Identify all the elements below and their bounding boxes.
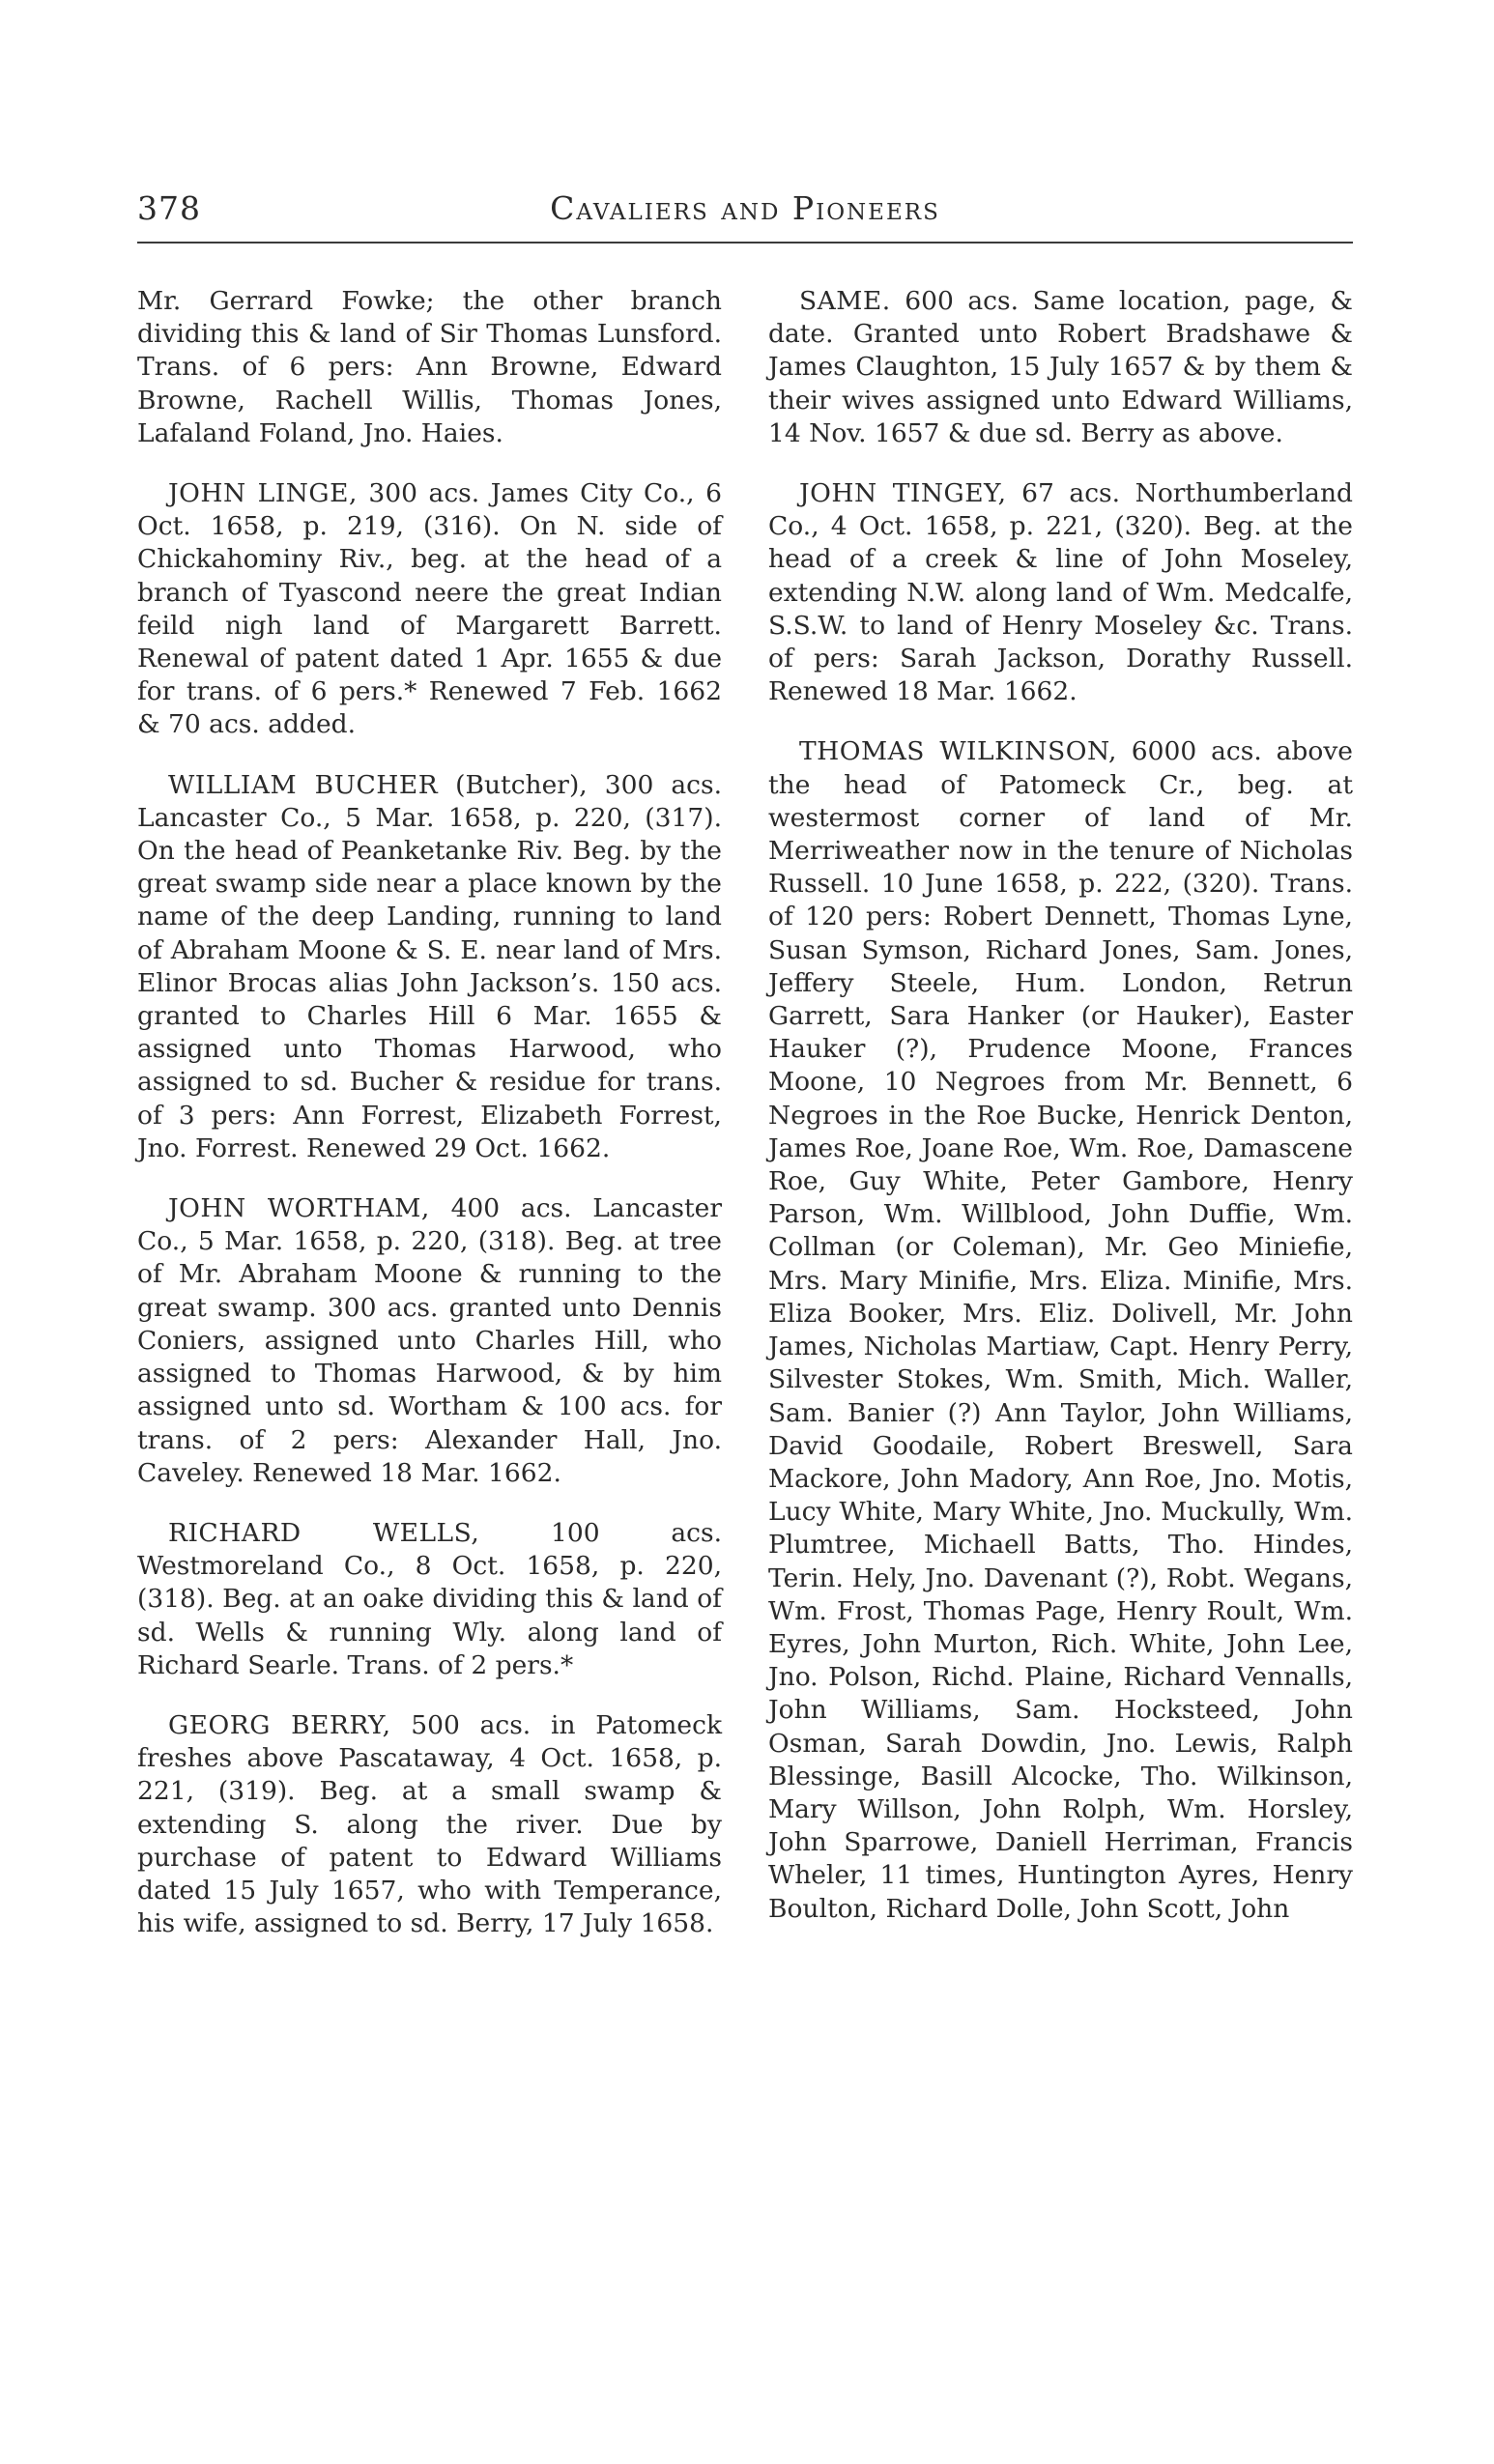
entry-john-wortham <box>137 1192 722 1490</box>
entry-john-linge <box>137 477 722 742</box>
running-title: Cavaliers and Pioneers <box>550 189 940 227</box>
entry-text: (Butcher), 300 acs. Lancaster Co., 5 Mar. 1658, p. 220, (317). On the head of Peanketanke Riv. Beg. by the great swamp side near a place known by the name of the deep Landing, running to land of Abraham Moone & S. E. near land of Mrs. Elinor Brocas alias John Jackson’s. 150 acs. granted to Charles Hill 6 Mar. 1655 & assigned unto Thomas Harwood, who assigned to sd. Bucher & residue for trans. of 3 pers: Ann Forrest, Elizabeth Forrest, Jno. Forrest. Renewed 29 Oct. 1662. <box>137 769 722 1163</box>
entry-text: 100 acs. Westmoreland Co., 8 Oct. 1658, p. 220, (318). Beg. at an oake dividing this & land of sd. Wells & running Wly. along land of Richard Searle. Trans. of 2 pers.* <box>137 1517 723 1680</box>
entry-name: WILLIAM BUCHER <box>168 769 439 800</box>
entry-text: 500 acs. in Patomeck freshes above Pascataway, 4 Oct. 1658, p. 221, (319). Beg. at a small swamp & extending S. along the river. Due by purchase of patent to Edward Williams dated 15 July 1657, who with Temperance, his wife, assigned to sd. Berry, 17 July 1658. <box>137 1709 722 1939</box>
entry-thomas-wilkinson <box>768 735 1353 1925</box>
entry-name: JOHN LINGE, <box>168 478 358 509</box>
entry-text: 6000 acs. above the head of Patomeck Cr., beg. at westermost corner of land of Mr. Merriweather now in the tenure of Nicholas Russell. 10 June 1658, p. 222, (320). Trans. of 120 pers: Robert Dennett, Thomas Lyne, Susan Symson, Richard Jones, Sam. Jones, Jeffery Steele, Hum. London, Retrun Garrett, Sara Hanker (or Hauker), Easter Hauker (?), Prudence Moone, Frances Moone, 10 Negroes from Mr. Bennett, 6 Negroes in the Roe Bucke, Henrick Denton, James Roe, Joane Roe, Wm. Roe, Damascene Roe, Guy White, Peter Gambore, Henry Parson, Wm. Willblood, John Duffie, Wm. Collman (or Coleman), Mr. Geo Miniefie, Mrs. Mary Minifie, Mrs. Eliza. Minifie, Mrs. Eliza Booker, Mrs. Eliz. Dolivell, Mr. John James, Nicholas Martiaw, Capt. Henry Perry, Silvester Stokes, Wm. Smith, Mich. Waller, Sam. Banier (?) Ann Taylor, John Williams, David Goodaile, Robert Breswell, Sara Mackore, John Madory, Ann Roe, Jno. Motis, Lucy White, Mary White, Jno. Muckully, Wm. Plumtree, Michaell Batts, Tho. Hindes, Terin. Hely, Jno. Davenant (?), Robt. Wegans, Wm. Frost, Thomas Page, Henry Roult, Wm. Eyres, John Murton, Rich. White, John Lee, Jno. Polson, Richd. Plaine, Richard Vennalls, John Williams, Sam. Hocksteed, John Osman, Sarah Dowdin, Jno. Lewis, Ralph Blessinge, Basill Alcocke, Tho. Wilkinson, Mary Willson, John Rolph, Wm. Horsley, John Sparrowe, Daniell Herriman, Francis Wheler, 11 times, Huntington Ayres, Henry Boulton, Richard Dolle, John Scott, John <box>768 736 1353 1924</box>
entry-john-tingey <box>768 477 1353 708</box>
entry-text: 400 acs. Lancaster Co., 5 Mar. 1658, p. 220, (318). Beg. at tree of Mr. Abraham Moone & running to the great swamp. 300 acs. granted unto Dennis Coniers, assigned unto Charles Hill, who assigned to Thomas Harwood, & by him assigned unto sd. Wortham & 100 acs. for trans. of 2 pers: Alexander Hall, Jno. Caveley. Renewed 18 Mar. 1662. <box>137 1193 723 1488</box>
entry-continued <box>137 285 722 450</box>
entry-name: RICHARD WELLS, <box>168 1517 480 1548</box>
entry-text: 300 acs. James City Co., 6 Oct. 1658, p. 219, (316). On N. side of Chickahominy Riv., beg. at the head of a branch of Tyascond neere the great Indian feild nigh land of Margarett Barrett. Renewal of patent dated 1 Apr. 1655 & due for trans. of 6 pers.* Renewed 7 Feb. 1662 & 70 acs. added. <box>137 478 722 740</box>
entry-text: 67 acs. Northumberland Co., 4 Oct. 1658, p. 221, (320). Beg. at the head of a creek & line of John Moseley, extending N.W. along land of Wm. Medcalfe, S.S.W. to land of Henry Moseley &c. Trans. of pers: Sarah Jackson, Dorathy Russell. Renewed 18 Mar. 1662. <box>768 478 1353 707</box>
right-column <box>768 285 1353 1953</box>
page-number: 378 <box>137 189 201 227</box>
entry-name: JOHN TINGEY, <box>799 478 1007 509</box>
entry-name: SAME. <box>799 286 891 316</box>
entry-name: GEORG BERRY, <box>168 1709 391 1740</box>
entry-text: 600 acs. Same location, page, & date. Granted unto Robert Bradshawe & James Claughton, 15 July 1657 & by them & their wives assigned unto Edward Williams, 14 Nov. 1657 & due sd. Berry as above. <box>768 286 1353 448</box>
entry-text: Mr. Gerrard Fowke; the other branch dividing this & land of Sir Thomas Lunsford. Trans. of 6 pers: Ann Browne, Edward Browne, Rachell Willis, Thomas Jones, Lafaland Foland, Jno. Haies. <box>137 286 722 448</box>
left-column <box>137 285 722 1967</box>
entry-william-bucher <box>137 769 722 1165</box>
entry-name: JOHN WORTHAM, <box>168 1193 430 1224</box>
entry-georg-berry <box>137 1709 722 1940</box>
entry-name: THOMAS WILKINSON, <box>799 736 1117 767</box>
entry-same <box>768 285 1353 450</box>
header-rule <box>137 242 1353 244</box>
page-header <box>137 189 1353 232</box>
entry-richard-wells <box>137 1517 722 1682</box>
